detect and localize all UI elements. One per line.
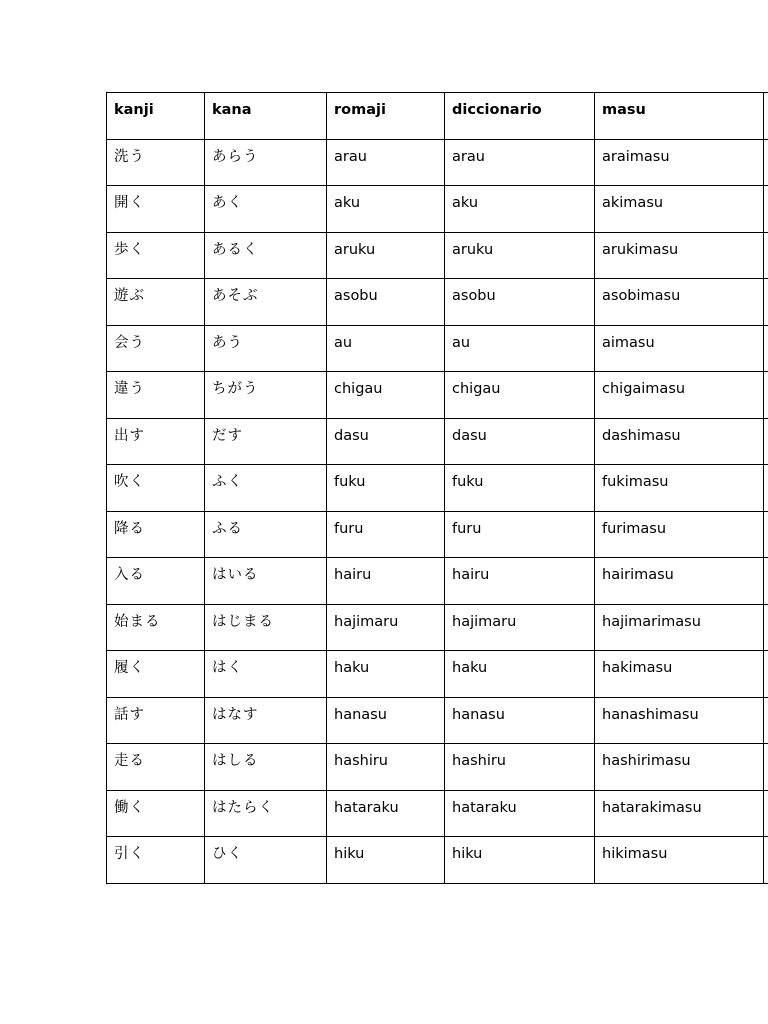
table-header [107, 93, 768, 140]
cell-masu: hajimarimasu [595, 604, 764, 651]
table-row [107, 139, 768, 186]
cell-romaji: aruku [327, 232, 445, 279]
cell-extra [764, 558, 768, 605]
cell-kanji: 始まる [107, 604, 205, 651]
cell-kana: あるく [205, 232, 327, 279]
cell-extra [764, 325, 768, 372]
verb-table [106, 92, 768, 884]
cell-extra [764, 837, 768, 884]
cell-diccionario: hataraku [445, 790, 595, 837]
cell-romaji: chigau [327, 372, 445, 419]
cell-masu: aimasu [595, 325, 764, 372]
cell-masu: araimasu [595, 139, 764, 186]
cell-kana: はじまる [205, 604, 327, 651]
cell-romaji: hajimaru [327, 604, 445, 651]
header-row [107, 93, 768, 140]
cell-romaji: hataraku [327, 790, 445, 837]
cell-diccionario: hanasu [445, 697, 595, 744]
cell-kanji: 話す [107, 697, 205, 744]
header-kanji: kanji [107, 93, 205, 140]
cell-kanji: 会う [107, 325, 205, 372]
cell-kana: あう [205, 325, 327, 372]
table-row [107, 604, 768, 651]
table-row [107, 790, 768, 837]
table-row [107, 325, 768, 372]
cell-diccionario: haku [445, 651, 595, 698]
cell-extra [764, 139, 768, 186]
cell-diccionario: hairu [445, 558, 595, 605]
cell-masu: chigaimasu [595, 372, 764, 419]
cell-diccionario: asobu [445, 279, 595, 326]
table-row [107, 372, 768, 419]
cell-romaji: hairu [327, 558, 445, 605]
cell-extra [764, 744, 768, 791]
cell-masu: asobimasu [595, 279, 764, 326]
cell-kanji: 歩く [107, 232, 205, 279]
cell-kanji: 降る [107, 511, 205, 558]
table-row [107, 465, 768, 512]
cell-diccionario: aku [445, 186, 595, 233]
cell-kanji: 開く [107, 186, 205, 233]
cell-diccionario: au [445, 325, 595, 372]
cell-masu: dashimasu [595, 418, 764, 465]
cell-kana: はく [205, 651, 327, 698]
header-diccionario: diccionario [445, 93, 595, 140]
cell-kana: はたらく [205, 790, 327, 837]
cell-romaji: hashiru [327, 744, 445, 791]
header-extra-cell [764, 93, 768, 140]
cell-kana: はなす [205, 697, 327, 744]
cell-kana: ちがう [205, 372, 327, 419]
cell-diccionario: fuku [445, 465, 595, 512]
cell-kana: あそぶ [205, 279, 327, 326]
cell-romaji: au [327, 325, 445, 372]
table-row [107, 279, 768, 326]
cell-extra [764, 604, 768, 651]
cell-diccionario: furu [445, 511, 595, 558]
cell-romaji: arau [327, 139, 445, 186]
cell-extra [764, 232, 768, 279]
cell-kana: あく [205, 186, 327, 233]
cell-kanji: 走る [107, 744, 205, 791]
cell-romaji: asobu [327, 279, 445, 326]
cell-kana: あらう [205, 139, 327, 186]
table-row [107, 744, 768, 791]
table-row [107, 186, 768, 233]
cell-masu: arukimasu [595, 232, 764, 279]
cell-masu: furimasu [595, 511, 764, 558]
cell-extra [764, 186, 768, 233]
cell-romaji: aku [327, 186, 445, 233]
cell-masu: fukimasu [595, 465, 764, 512]
cell-diccionario: chigau [445, 372, 595, 419]
cell-kanji: 引く [107, 837, 205, 884]
cell-romaji: hiku [327, 837, 445, 884]
cell-kanji: 違う [107, 372, 205, 419]
cell-romaji: dasu [327, 418, 445, 465]
cell-kanji: 出す [107, 418, 205, 465]
table-row [107, 837, 768, 884]
cell-kana: はしる [205, 744, 327, 791]
table-row [107, 511, 768, 558]
cell-diccionario: arau [445, 139, 595, 186]
header-romaji: romaji [327, 93, 445, 140]
table-body [107, 139, 768, 883]
cell-extra [764, 651, 768, 698]
cell-masu: akimasu [595, 186, 764, 233]
cell-kana: はいる [205, 558, 327, 605]
cell-masu: hanashimasu [595, 697, 764, 744]
cell-masu: hakimasu [595, 651, 764, 698]
cell-diccionario: hiku [445, 837, 595, 884]
cell-kana: ひく [205, 837, 327, 884]
cell-kanji: 吹く [107, 465, 205, 512]
cell-kanji: 働く [107, 790, 205, 837]
table-row [107, 558, 768, 605]
cell-romaji: haku [327, 651, 445, 698]
table-row [107, 232, 768, 279]
cell-kanji: 履く [107, 651, 205, 698]
cell-romaji: hanasu [327, 697, 445, 744]
cell-diccionario: dasu [445, 418, 595, 465]
cell-masu: hatarakimasu [595, 790, 764, 837]
cell-masu: hairimasu [595, 558, 764, 605]
cell-extra [764, 279, 768, 326]
cell-diccionario: hajimaru [445, 604, 595, 651]
cell-romaji: furu [327, 511, 445, 558]
header-masu: masu [595, 93, 764, 140]
cell-kana: ふる [205, 511, 327, 558]
cell-kana: だす [205, 418, 327, 465]
table-row [107, 651, 768, 698]
cell-kana: ふく [205, 465, 327, 512]
cell-extra [764, 372, 768, 419]
cell-extra [764, 418, 768, 465]
cell-kanji: 洗う [107, 139, 205, 186]
cell-masu: hashirimasu [595, 744, 764, 791]
cell-kanji: 入る [107, 558, 205, 605]
cell-masu: hikimasu [595, 837, 764, 884]
cell-diccionario: aruku [445, 232, 595, 279]
cell-extra [764, 465, 768, 512]
cell-kanji: 遊ぶ [107, 279, 205, 326]
cell-diccionario: hashiru [445, 744, 595, 791]
cell-romaji: fuku [327, 465, 445, 512]
header-kana: kana [205, 93, 327, 140]
table-row [107, 697, 768, 744]
table-row [107, 418, 768, 465]
cell-extra [764, 697, 768, 744]
cell-extra [764, 790, 768, 837]
cell-extra [764, 511, 768, 558]
